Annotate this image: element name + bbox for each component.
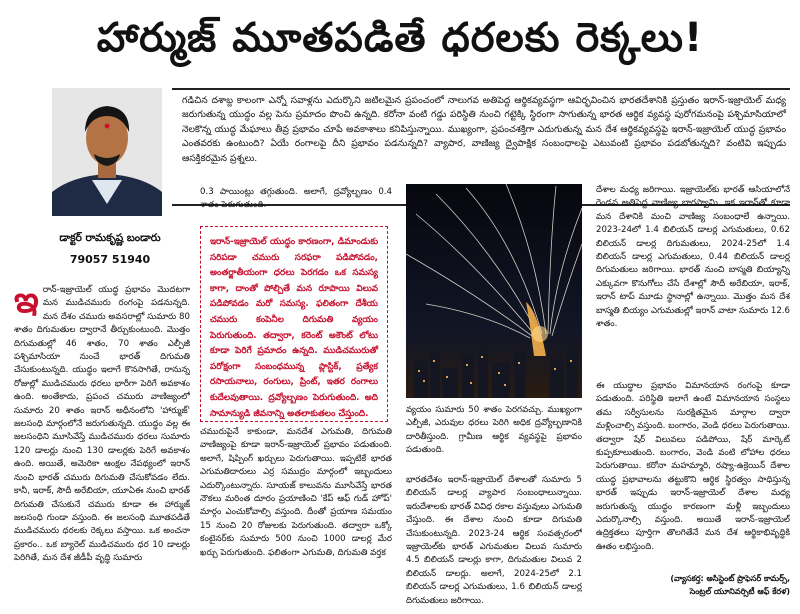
intro-paragraph: గడిచిన దశాబ్ద కాలంగా ఎన్నో సవాళ్లను ఎదుర్కొని జటిలమైన ప్రపంచంలో నాలుగవ అతిపెద్ద ఆర్థికవ్యవస్థగా ఆవిర్భవించిన భారతదేశానికి ప్రస్తుతం ఇరాన్-ఇజ్రాయెల్ మధ్య జరుగుతున్న యుద్ధం వల్ల పెను ప్రమాదం పొంచి ఉన్నది. కరోనా వంటి గడ్డు పరిస్థితి నుంచి గట్టెక్కి స్థిరంగా సాగుతున్న భారత ఆర్థిక వ్యవస్థ పురోగమనంపై పశ్చిమాసియాలో నెలకొన్న యుద్ధ మేఘాలు తీవ్ర ప్రభావం చూపే అవకాశాలు కనిపిస్తున్నాయి. ముఖ్యంగా, ప్రపంచశక్తిగా ఎదుగుతున్న మన దేశ ఆర్థికవ్యవస్థపై ఇరాన్-ఇజ్రాయెల్ యుద్ధ ప్రభావం ఎంతవరకు ఉంటుంది? ఏయే రంగాలపై దీని ప్రభావం పడనున్నది? వ్యాపార, వాణిజ్య ద్వైపాక్షిక సంబంధాలపై ఎటువంటి ప్రభావం పడబోతున్నది? వంటివి ఇప్పుడు ఆసక్తికరమైన ప్రశ్నలు. (172, 88, 790, 206)
author-photo (52, 88, 162, 216)
column-2-bottom: చమురుపైనే కాకుండా, మనదేశ ఎగుమతి, దిగుమతి వాణిజ్యంపై కూడా ఇరాన్-ఇజ్రాయెల్ ప్రభావం పడుతుంది. అలాగే, షిప్పింగ్ ఖర్చులు పెరుగుతాయి. ఇప్పటికే భారత ఎగుమతిదారులు ఎర్ర సముద్రం మార్గంలో ఇబ్బందులు ఎదుర్కొంటున్నారు. సూయజ్ కాలువను మూసివేస్తే భారత నౌకలు మరింత దూరం ప్రయాణించి 'కేప్ ఆఫ్ గుడ్ హోప్' మార్గం ఎంచుకోవాల్సి వస్తుంది. దీంతో ప్రయాణ సమయం 15 నుంచి 20 రోజులకు పెరుగుతుంది. తద్వారా ఒక్కో కంటైనర్‌కు సుమారు 500 నుంచి 1000 డాలర్ల మేర ఖర్చు పెరుగుతుంది. ఫలితంగా ఎగుమతి, దిగుమతి వర్తక (200, 427, 392, 558)
author-credit-line-2: సెంట్రల్ యూనివర్సిటీ ఆఫ్ కేరళ) (689, 587, 790, 596)
column-1 (14, 284, 190, 612)
drop-cap: ఇ (14, 284, 39, 321)
author-credit (600, 572, 790, 598)
article-headline: హార్ముజ్ మూతపడితే ధరలకు రెక్కలు! (96, 15, 704, 61)
author-phone: 79057 51940 (69, 253, 151, 266)
missile-photo (406, 184, 582, 398)
author-credit-line-1: (వ్యాసకర్త: అసిస్టెంట్ ప్రొఫెసర్ కామర్స్, (670, 574, 790, 583)
column-2-top: 0.3 పాయింట్లు తగ్గుతుంది. అలాగే, ద్రవ్యోల్బణం 0.4 శాతం పెరుగుతుంది. (200, 187, 392, 211)
column-3-middle: వ్యయం సుమారు 50 శాతం పెరగవచ్చు. ముఖ్యంగా ఎల్పీజీ, ఎరువుల ధరలు పెరిగి అధిక ద్రవ్యోల్బణానికి దారితీస్తుంది. గ్రామీణ ఆర్థిక వ్యవస్థపై ప్రభావం పడుతుంది. (406, 405, 582, 456)
column-1-text: రాన్-ఇజ్రాయెల్ యుద్ధ ప్రభావం మొదటగా మన ముడిచమురు రంగంపై పడనున్నది. మన దేశం చమురు అవసరాల్లో సుమారు 80 శాతం దిగుమతుల ద్వారానే తీర్చుకుంటుంది. మొత్తం దిగుమతుల్లో 46 శాతం, 70 శాతం ఎల్పీజీ పశ్చిమాసియా నుంచే భారత్ దిగుమతి చేసుకుంటున్నది. యుద్ధం ఇలాగే కొనసాగితే, రానున్న రోజుల్లో ముడిచమురు ధరలు భారీగా పెరిగే అవకాశం ఉంది. అంతేకాదు, ప్రపంచ చమురు వాణిజ్యంలో సుమారు 20 శాతం ఇరాన్ అధీనంలోని 'హార్ముజ్' జలసంధి మార్గంలోనే జరుగుతున్నది. యుద్ధం వల్ల ఈ జలసంధిని మూసివేస్తే ముడిచమురు ధరలు సుమారు 120 డాలర్లు నుంచి 130 డాలర్లకు పెరిగే అవకాశం ఉంది. అయితే, అమెరికా ఆంక్షల నేపథ్యంలో ఇరాన్ నుంచి భారత్ చమురు దిగుమతి చేసుకోవడం లేదు. కానీ, ఇరాక్, సౌదీ అరేబియా, యూఏఈ నుంచి భారత్ దిగుమతి చేసుకునే చమురు కూడా ఈ హార్ముజ్ జలసంధి గుండా వస్తుంది. ఈ జలసంధి మూతపడితే ముడిచమురు ధరలకు రెక్కలు వస్తాయి. ఒక అంచనా ప్రకారం.. ఒక బ్యారెల్ ముడిచమురు ధర 10 డాలర్లు పెరిగితే, మన దేశ జీడీపీ వృద్ధి సుమారు (14, 285, 190, 564)
pull-quote: ఇరాన్-ఇజ్రాయెల్ యుద్ధం కారణంగా, డిమాండుకు సరిపడా చమురు సరఫరా పడిపోవడం, అంతర్జాతీయంగా ధరలు పెరగడం ఒక సమస్య కాగా, దాంతో పోల్చితే మన రూపాయి విలువ పడిపోవడం మరో సమస్య. ఫలితంగా దేశీయ చమురు కంపెనీల దిగుమతి వ్యయం పెరుగుతుంది. తద్వారా, కరెంట్ అకౌంట్ లోటు కూడా పెరిగే ప్రమాదం ఉన్నది. ముడిచమురుతో పరోక్షంగా సంబంధమున్న ప్లాస్టిక్, ప్రత్యేక రసాయనాలు, రంగులు, ప్రింట్, ఇతర రంగాలు కుదేలవుతాయి. ద్రవ్యోల్బణం పెరుగుతుంది. అది సామాన్యుడి జీవనాన్ని అతలాకుతలం చేస్తుంది. (200, 226, 388, 422)
author-name: డాక్టర్ రామకృష్ణ బండారు (59, 232, 161, 244)
column-3-bottom: భారతదేశం ఇరాన్-ఇజ్రాయెల్ దేశాలతో సుమారు 5 బిలియన్ డాలర్ల వ్యాపార సంబంధాలున్నాయి. ఇరుదేశాలకు భారత్ వివిధ రకాల వస్తువులు ఎగుమతి చేస్తుంది. ఈ దేశాల నుంచి కూడా దిగుమతి చేసుకుంటున్నది. 2023-24 ఆర్థిక సంవత్సరంలో ఇజ్రాయెల్‌కు భారత్ ఎగుమతుల విలువ సుమారు 4.5 బిలియన్ డాలర్లు కాగా, దిగుమతుల విలువ 2 బిలియన్ డాలర్లు. అలాగే, 2024-25లో 2.1 బిలియన్ డాలర్ల ఎగుమతులు, 1.6 బిలియన్ డాలర్ల దిగుమతులు జరిగాయి. (406, 475, 582, 606)
column-4-bottom: ఈ యుద్ధాల ప్రభావం విమానయాన రంగంపై కూడా పడుతుంది. పరిస్థితి ఇలాగే ఉంటే విమానయాన సంస్థలు తమ సర్వీసులను సురక్షితమైన మార్గాల ద్వారా మళ్లించాల్సి వస్తుంది. బంగారం, వెండి ధరలు పెరుగుతాయి. తద్వారా షేర్ విలువలు పడిపోయి, షేర్ మార్కెట్ కుప్పకూలుతుంది. బంగారం, వెండి వంటి లోహాల ధరలు పెరుగుతాయి. కరోనా మహమ్మారి, రష్యా-ఉక్రెయిన్ దేశాల యుద్ధ ప్రభావాలను తట్టుకొని ఆర్థిక స్థిరత్వం సాధిస్తున్న భారత్ ఇప్పుడు ఇరాన్-ఇజ్రాయెల్ దేశాల మధ్య జరుగుతున్న యుద్ధం కారణంగా మళ్లీ ఇబ్బందులు ఎదుర్కొనాల్సి వస్తుంది. అయితే ఇరాన్-ఇజ్రాయెల్ ఉద్రిక్తతలు పూర్తిగా తొలగితేనే మన దేశ ఆర్థికాభివృద్ధికి ఊతం లభిస్తుంది. (596, 381, 790, 552)
column-4-top: దేశాల మధ్య జరిగాయి. ఇజ్రాయెల్‌కు భారత్ ఆసియాలోనే రెండవ అతిపెద్ద వాణిజ్య భాగస్వామి. ఇక ఇరాన్‌తో కూడా మన దేశానికి మంచి వాణిజ్య సంబంధాలే ఉన్నాయి. 2023-24లో 1.4 బిలియన్ డాలర్ల ఎగుమతులు, 0.62 బిలియన్ డాలర్ల దిగుమతులు, 2024-25లో 1.4 బిలియన్ డాలర్ల ఎగుమతులు, 0.44 బిలియన్ డాలర్ల దిగుమతులు జరిగాయి. భారత్ నుంచి బాస్మతి బియ్యాన్ని ఎక్కువగా కొనుగోలు చేసే దేశాల్లో సౌదీ అరేబియా, ఇరాక్, ఇరాన్ టాప్ మూడు స్థానాల్లో ఉన్నాయి. మొత్తం మన దేశ బాస్మతి బియ్యం ఎగుమతుల్లో ఇరాన్ వాటా సుమారు 12.6 శాతం. (596, 185, 790, 330)
